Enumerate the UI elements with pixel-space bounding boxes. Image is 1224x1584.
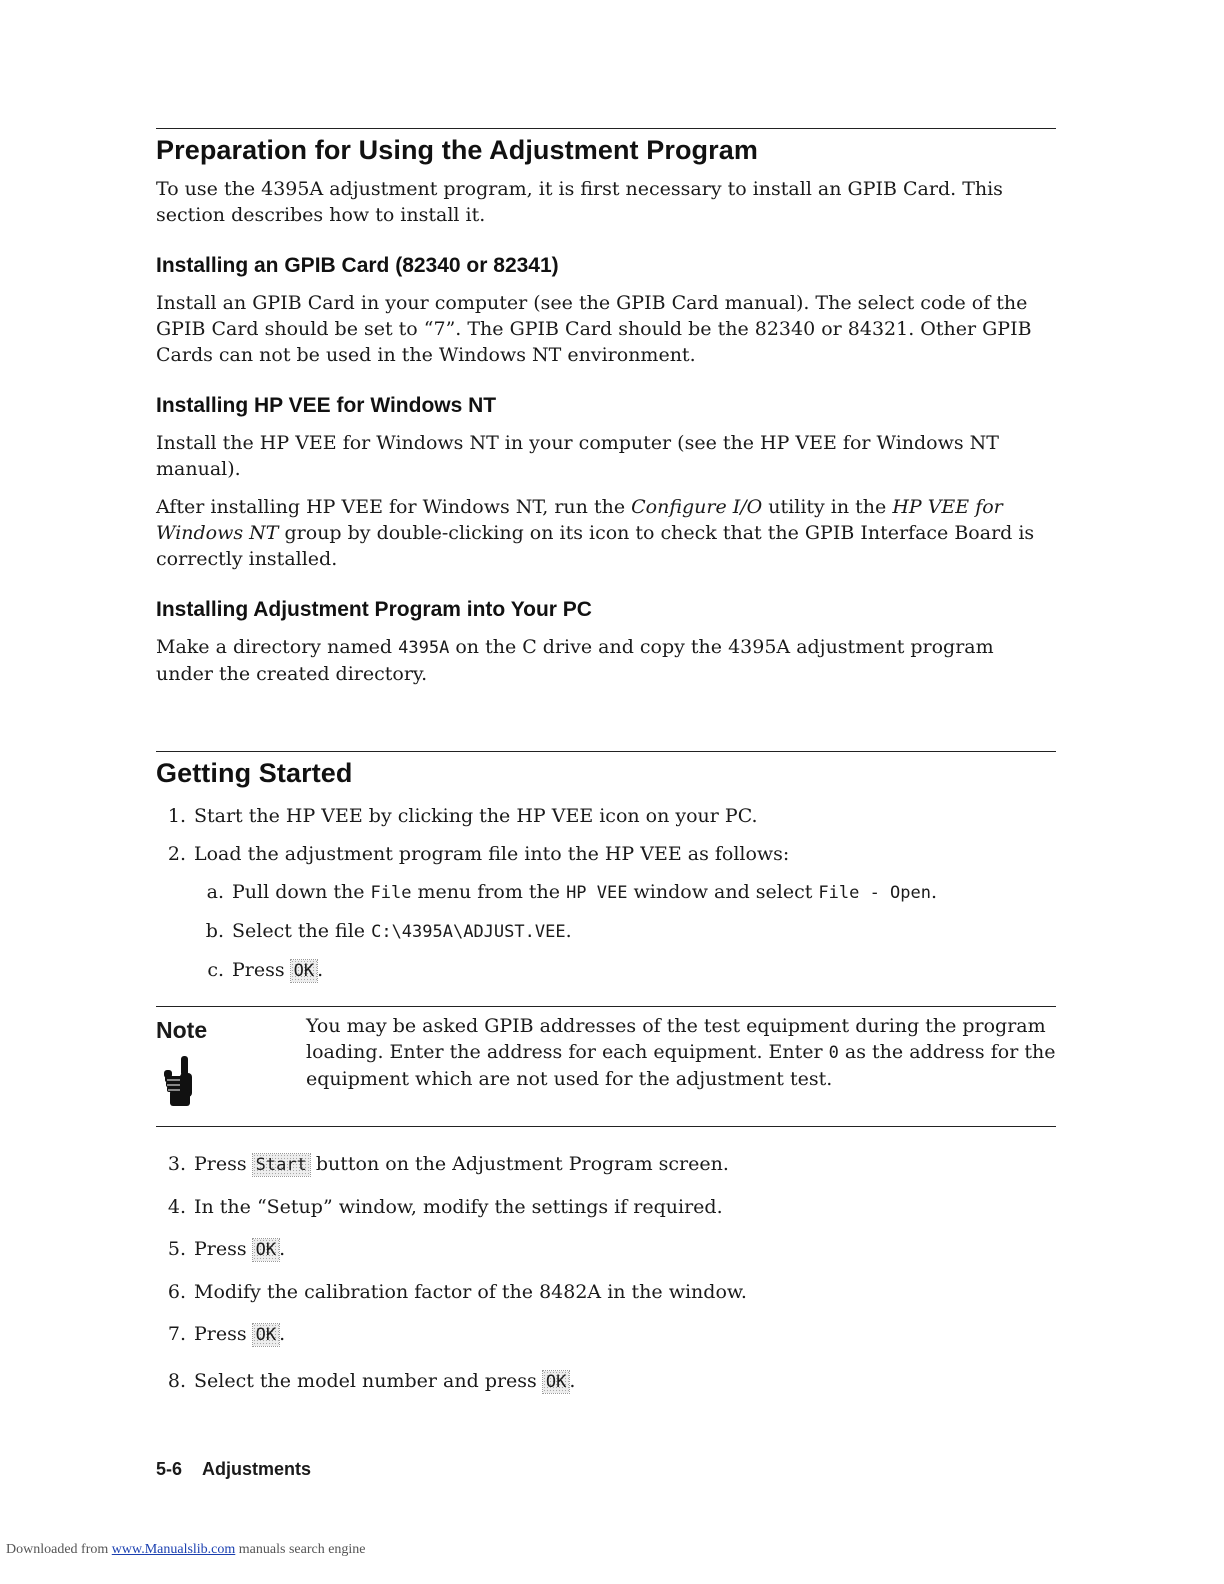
page-footer [156,1459,311,1480]
step-number-text: 1. [167,805,186,827]
section-title-getting-started: Getting Started [156,758,353,788]
text-run: button on the Adjustment Program screen. [309,1153,729,1175]
step-number-text: 4. [167,1196,186,1218]
hp-vee-group-name: HP VEE for Windows NT [156,496,1003,544]
subsection-title-install-program: Installing Adjustment Program into Your PC [156,598,592,621]
step-text [194,1151,729,1178]
hp-vee-paragraph-1: Install the HP VEE for Windows NT in your computer (see the HP VEE for Windows NT manual). [156,432,999,480]
text-run: . [279,1323,286,1345]
substep-label: a. [206,881,224,903]
substep-text [232,918,572,945]
ok-softkey: OK [253,1239,279,1261]
download-credit [6,1542,366,1558]
text-run: You may be asked GPIB addresses of the test equipment during the program loading. Enter the address for each equipment. Enter [306,1015,1046,1063]
substep-label: c. [207,959,224,981]
hp-vee-paragraph-2 [156,494,1056,572]
step-number-text: 6. [167,1281,186,1303]
list-item [156,1368,1056,1395]
list-item [194,879,1056,906]
pointing-hand-icon [162,1056,306,1110]
substep-text [232,879,937,906]
text-run: Press [194,1238,253,1260]
gpib-card-paragraph: Install an GPIB Card in your computer (see the GPIB Card manual). The select code of the GPIB Card should be set to “7”. The GPIB Card should be the 82340 or 84321. Other GPIB Cards can not be used in the Windows NT environment. [156,292,1032,366]
list-item [156,1194,1056,1220]
subsection-title-hp-vee: Installing HP VEE for Windows NT [156,394,497,417]
text-run: . [279,1238,286,1260]
note-box [156,1006,1056,1127]
text-run: window and select [627,881,819,903]
substep-text [232,957,323,984]
ok-softkey: OK [291,960,317,982]
step-number [156,1194,194,1220]
text-run: Make a directory named [156,636,399,658]
note-left [156,1013,306,1110]
directory-name: 4395A [398,638,450,658]
start-softkey: Start [253,1154,310,1176]
install-program-paragraph [156,634,1056,687]
text-run: Press [194,1323,253,1345]
section-rule-top [156,128,1056,129]
step-number-text: 5. [167,1238,186,1260]
text-run: Press [232,959,291,981]
step-text: Load the adjustment program file into the HP VEE as follows: [194,843,790,865]
section-rule-getting-started [156,751,1056,752]
step-text: In the “Setup” window, modify the settings if required. [194,1196,723,1218]
list-item [194,918,1056,945]
step-number-text: 8. [167,1370,186,1392]
substep-label: b. [205,920,224,942]
list-item [194,957,1056,984]
hp-vee-window-name: HP VEE [566,883,628,903]
manualslib-link[interactable]: www.Manualslib.com [111,1542,236,1557]
step-number [156,1368,194,1395]
text-run: group by double-clicking on its icon to check that the GPIB Interface Board is correctly installed. [156,522,1035,570]
text-run: as the address for the equipment which are not used for the adjustment test. [306,1041,1056,1090]
file-menu-name: File [370,883,412,903]
substeps-list [194,879,1056,984]
step-number [156,1321,194,1348]
step-number [156,803,194,829]
list-item [156,1151,1056,1178]
step-text [194,1368,575,1395]
text-run: After installing HP VEE for Windows NT, run the [156,496,632,518]
download-suffix: manuals search engine [235,1542,366,1557]
note-title: Note [156,1017,208,1043]
section-title-preparation: Preparation for Using the Adjustment Program [156,135,758,165]
page-content [156,128,1056,1395]
intro-paragraph: To use the 4395A adjustment program, it is first necessary to install an GPIB Card. This section describes how to install it. [156,178,1003,226]
text-run: Pull down the [232,881,371,903]
file-open-command: File - Open [818,883,931,903]
text-run: menu from the [411,881,567,903]
step-number-text: 2. [167,843,186,865]
list-item [156,1279,1056,1305]
step-number [156,1279,194,1305]
download-prefix: Downloaded from [6,1542,112,1557]
steps-list [156,803,1056,867]
text-run: . [931,881,938,903]
text-run: Press [194,1153,253,1175]
step-text [194,1236,285,1263]
text-run: utility in the [762,496,893,518]
ok-softkey: OK [253,1324,279,1346]
zero-address: 0 [828,1043,839,1063]
step-text [194,1321,285,1348]
list-item [156,1236,1056,1263]
step-number-text: 7. [167,1323,186,1345]
list-item [156,1321,1056,1348]
configure-io-utility-name: Configure I/O [631,496,763,518]
steps-list-continued [156,1151,1056,1395]
text-run: Select the file [232,920,372,942]
note-text [306,1013,1056,1110]
text-run: . [317,959,324,981]
text-run: . [565,920,572,942]
step-text: Start the HP VEE by clicking the HP VEE icon on your PC. [194,805,758,827]
page-number: 5-6 [156,1459,183,1479]
step-number [156,1236,194,1263]
subsection-title-gpib-card: Installing an GPIB Card (82340 or 82341) [156,254,559,277]
step-number [156,1151,194,1178]
file-path: C:\4395A\ADJUST.VEE [371,922,566,942]
step-number [156,841,194,867]
step-number-text: 3. [167,1153,186,1175]
list-item [156,803,1056,829]
ok-softkey: OK [543,1371,569,1393]
text-run: on the C drive and copy the 4395A adjustment program under the created directory. [156,636,994,685]
footer-section-name: Adjustments [202,1459,312,1479]
list-item [156,841,1056,867]
text-run: . [569,1370,576,1392]
step-text: Modify the calibration factor of the 8482A in the window. [194,1281,747,1303]
text-run: Select the model number and press [194,1370,543,1392]
